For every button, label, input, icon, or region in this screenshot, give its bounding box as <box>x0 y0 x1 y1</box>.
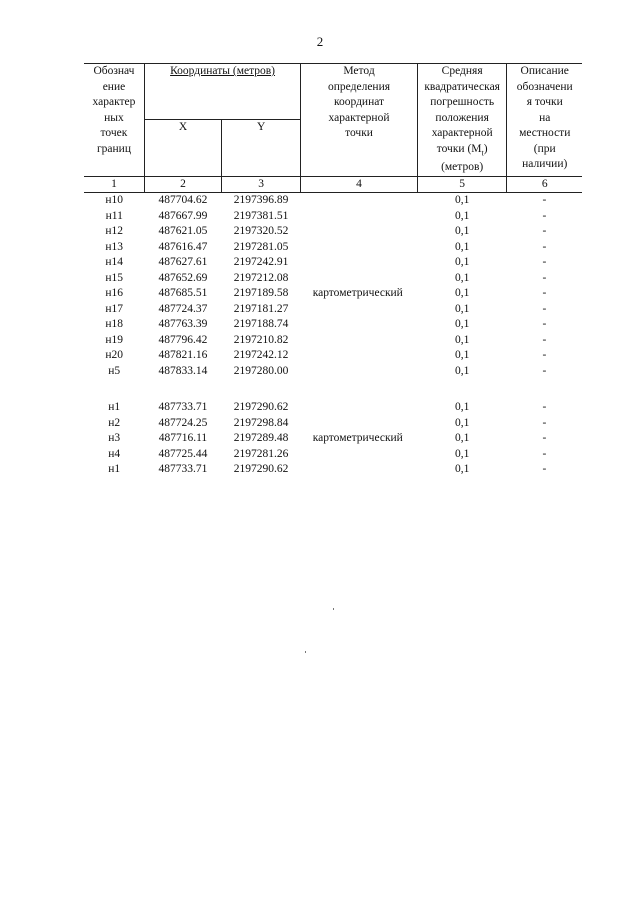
method-cell: картометрический <box>312 432 403 445</box>
table-row <box>84 240 582 256</box>
x-coordinate: 487763.39 <box>158 318 208 331</box>
table-row <box>84 447 582 463</box>
y-coordinate: 2197281.26 <box>233 447 289 460</box>
error-value: 0,1 <box>454 318 470 331</box>
description-value: - <box>542 287 547 300</box>
point-name: н11 <box>105 209 123 222</box>
error-value: 0,1 <box>454 333 470 346</box>
table-row <box>84 317 582 333</box>
description-value: - <box>542 318 547 331</box>
error-value: 0,1 <box>454 287 470 300</box>
x-coordinate: 487716.11 <box>158 432 208 445</box>
y-coordinate: 2197281.05 <box>233 240 289 253</box>
point-name: н13 <box>105 240 124 253</box>
point-name: н4 <box>108 447 121 460</box>
method-cell <box>301 416 418 432</box>
header-method: Метод определения координат характерной точки <box>301 64 418 177</box>
error-value: 0,1 <box>454 349 470 362</box>
point-name: н3 <box>108 432 121 445</box>
table-row <box>84 255 582 271</box>
section-2 <box>84 400 582 478</box>
x-coordinate: 487616.47 <box>158 240 208 253</box>
table-row <box>84 462 582 478</box>
table-row <box>84 364 582 380</box>
y-coordinate: 2197188.74 <box>233 318 289 331</box>
header-coordinates: Координаты (метров) <box>144 64 300 120</box>
description-value: - <box>542 463 547 476</box>
point-name: н1 <box>108 463 121 476</box>
method-cell: картометрический <box>312 287 403 300</box>
point-name: н18 <box>105 318 124 331</box>
x-coordinate: 487821.16 <box>158 349 208 362</box>
column-number-row <box>84 176 582 193</box>
method-cell <box>301 209 418 225</box>
column-number: 2 <box>144 176 221 193</box>
header-mean-square-error: Средняя квадратическая погрешность положения характерной точки $(M_t)$ (метров) <box>417 64 507 177</box>
section-gap <box>84 379 582 400</box>
table-row <box>84 416 582 432</box>
point-name: н14 <box>105 256 124 269</box>
table-row <box>84 193 582 209</box>
x-coordinate: 487652.69 <box>158 271 208 284</box>
point-name: н2 <box>108 416 121 429</box>
x-coordinate: 487724.25 <box>158 416 208 429</box>
header-x: X <box>144 120 221 176</box>
point-name: н15 <box>105 271 124 284</box>
y-coordinate: 2197381.51 <box>233 209 289 222</box>
y-coordinate: 2197290.62 <box>233 463 289 476</box>
point-name: н16 <box>105 287 124 300</box>
y-coordinate: 2197212.08 <box>233 271 289 284</box>
y-coordinate: 2197298.84 <box>233 416 289 429</box>
method-cell <box>301 364 418 380</box>
y-coordinate: 2197242.12 <box>233 349 289 362</box>
error-value: 0,1 <box>454 225 470 238</box>
error-value: 0,1 <box>454 271 470 284</box>
section-1 <box>84 193 582 380</box>
column-number: 4 <box>301 176 418 193</box>
table-row <box>84 400 582 416</box>
table-row <box>84 209 582 225</box>
table-row <box>84 348 582 364</box>
method-cell <box>301 400 418 416</box>
method-cell <box>301 193 418 209</box>
method-cell <box>301 240 418 256</box>
x-coordinate: 487833.14 <box>158 364 208 377</box>
method-cell <box>301 224 418 240</box>
method-cell <box>301 271 418 287</box>
y-coordinate: 2197320.52 <box>233 225 289 238</box>
point-name: н10 <box>105 194 124 207</box>
y-coordinate: 2197181.27 <box>233 302 289 315</box>
y-coordinate: 2197189.58 <box>233 287 289 300</box>
description-value: - <box>542 194 547 207</box>
header-point-designation: Обознач ение характер ных точек границ <box>84 64 144 177</box>
y-coordinate: 2197289.48 <box>233 432 289 445</box>
method-cell <box>301 255 418 271</box>
header-description: Описание обозначени я точки на местности (при наличии) <box>507 64 582 177</box>
x-coordinate: 487704.62 <box>158 194 208 207</box>
error-value: 0,1 <box>454 401 470 414</box>
error-value: 0,1 <box>454 447 470 460</box>
method-cell <box>301 447 418 463</box>
error-value: 0,1 <box>454 194 470 207</box>
error-value: 0,1 <box>454 240 470 253</box>
method-cell <box>301 302 418 318</box>
description-value: - <box>542 240 547 253</box>
table-row <box>84 224 582 240</box>
x-coordinate: 487627.61 <box>158 256 208 269</box>
point-name: н5 <box>108 364 121 377</box>
x-coordinate: 487667.99 <box>158 209 208 222</box>
y-coordinate: 2197290.62 <box>233 401 289 414</box>
page-number: 2 <box>316 34 324 49</box>
description-value: - <box>542 349 547 362</box>
x-coordinate: 487724.37 <box>158 302 208 315</box>
description-value: - <box>542 256 547 269</box>
x-coordinate: 487725.44 <box>158 447 208 460</box>
coordinates-table <box>84 63 582 478</box>
method-cell <box>301 333 418 349</box>
error-value: 0,1 <box>454 256 470 269</box>
x-coordinate: 487733.71 <box>158 463 208 476</box>
table-row <box>84 286 582 302</box>
table-row <box>84 333 582 349</box>
point-name: н17 <box>105 302 124 315</box>
table-row <box>84 271 582 287</box>
y-coordinate: 2197396.89 <box>233 194 289 207</box>
description-value: - <box>542 432 547 445</box>
header-y: Y <box>222 120 301 176</box>
table-row <box>84 302 582 318</box>
method-cell <box>301 317 418 333</box>
method-cell <box>301 462 418 478</box>
x-coordinate: 487621.05 <box>158 225 208 238</box>
error-value: 0,1 <box>454 302 470 315</box>
description-value: - <box>542 225 547 238</box>
point-name: н20 <box>105 349 124 362</box>
column-number: 3 <box>222 176 301 193</box>
error-value: 0,1 <box>454 209 470 222</box>
column-number: 6 <box>507 176 582 193</box>
description-value: - <box>542 302 547 315</box>
error-value: 0,1 <box>454 463 470 476</box>
x-coordinate: 487796.42 <box>158 333 208 346</box>
description-value: - <box>542 416 547 429</box>
y-coordinate: 2197242.91 <box>233 256 289 269</box>
y-coordinate: 2197280.00 <box>233 364 289 377</box>
y-coordinate: 2197210.82 <box>233 333 289 346</box>
column-number: 1 <box>84 176 144 193</box>
column-number: 5 <box>417 176 507 193</box>
description-value: - <box>542 271 547 284</box>
description-value: - <box>542 209 547 222</box>
error-value: 0,1 <box>454 432 470 445</box>
error-value: 0,1 <box>454 364 470 377</box>
table-row <box>84 431 582 447</box>
point-name: н19 <box>105 333 124 346</box>
x-coordinate: 487733.71 <box>158 401 208 414</box>
point-name: н12 <box>105 225 124 238</box>
scan-speck <box>333 608 334 610</box>
error-value: 0,1 <box>454 416 470 429</box>
scan-speck <box>305 651 306 653</box>
method-cell <box>301 348 418 364</box>
x-coordinate: 487685.51 <box>158 287 208 300</box>
description-value: - <box>542 401 547 414</box>
description-value: - <box>542 364 547 377</box>
point-name: н1 <box>108 401 121 414</box>
description-value: - <box>542 447 547 460</box>
description-value: - <box>542 333 547 346</box>
